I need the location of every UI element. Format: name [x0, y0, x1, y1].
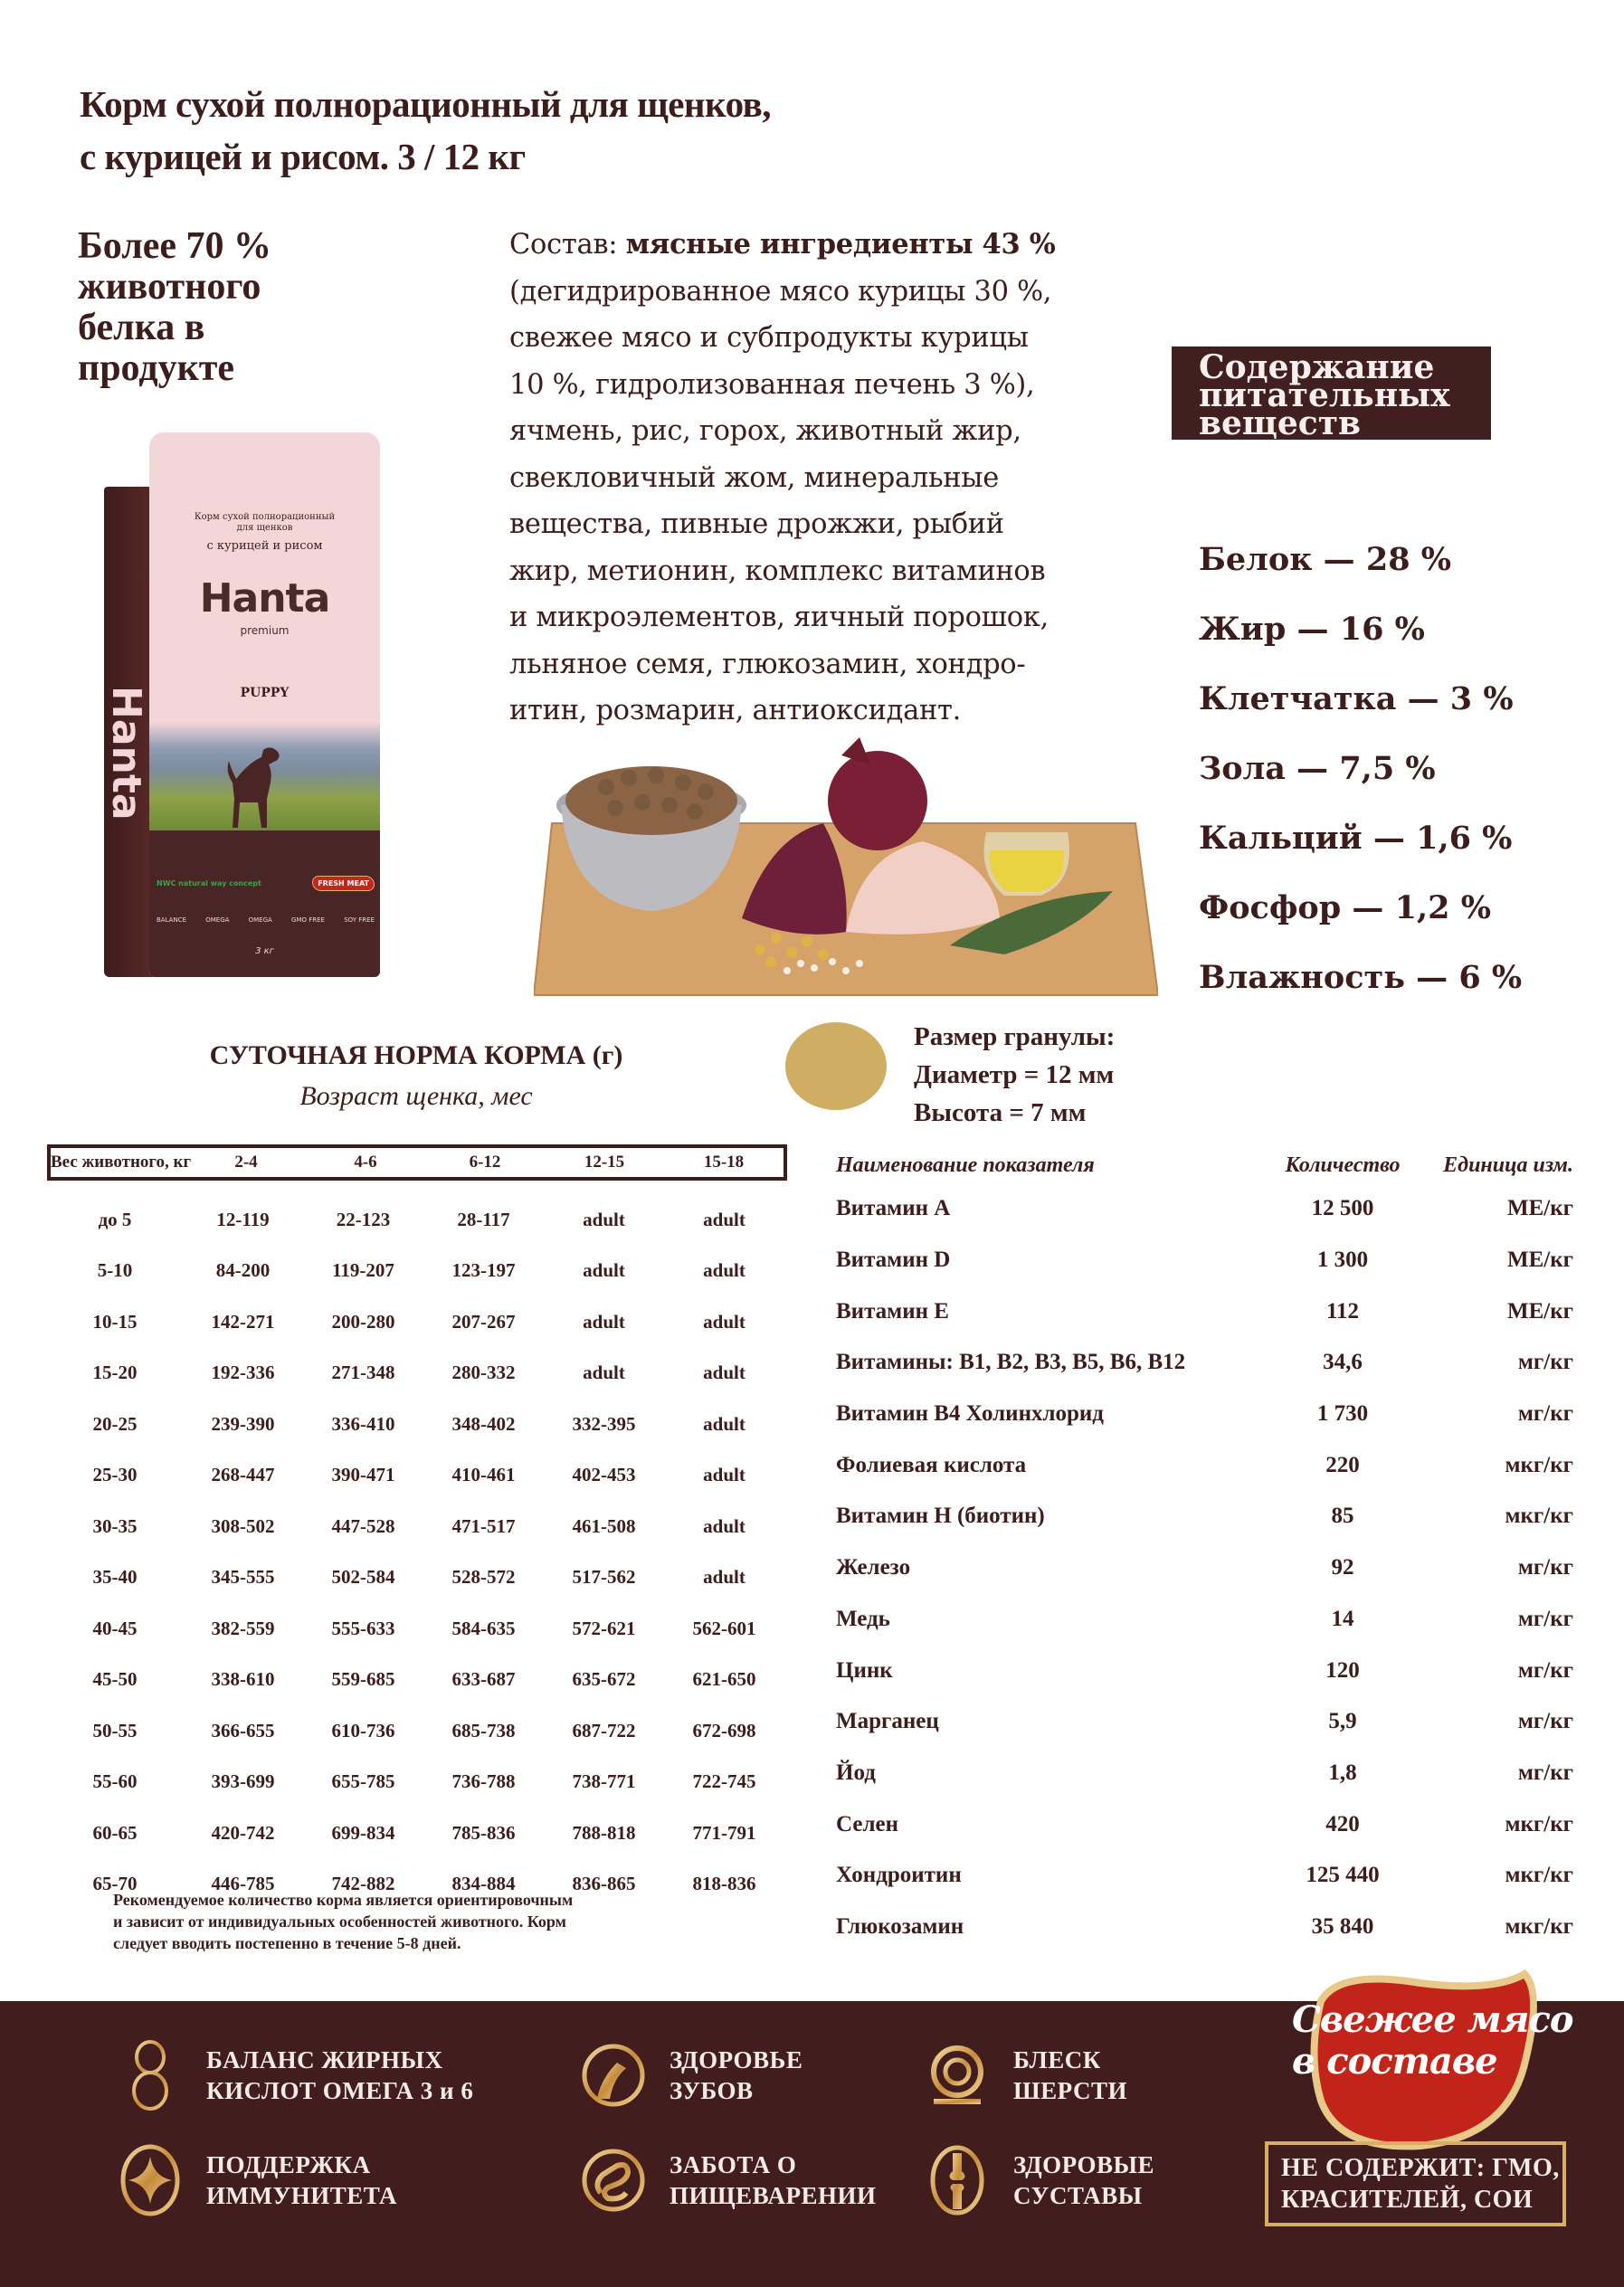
bag-side-brand: Hanta	[103, 686, 149, 821]
table-row	[836, 1594, 1573, 1646]
indicator-amount: 120	[1325, 1657, 1360, 1683]
table-row	[836, 1439, 1573, 1491]
weight-cell: 50-55	[92, 1719, 138, 1741]
claim-line: Более 70 %	[78, 225, 272, 267]
indicator-unit: мг/кг	[1517, 1657, 1573, 1683]
table-row	[47, 1348, 787, 1400]
note-line: Рекомендуемое количество корма является ориентировочным	[113, 1891, 574, 1909]
indicator-amount: 85	[1331, 1504, 1354, 1529]
indicator-name: Витамин B4 Холинхлорид	[836, 1401, 1104, 1427]
portion-cell: 28-117	[457, 1208, 510, 1230]
feature-line: СУСТАВЫ	[1013, 2182, 1143, 2209]
feature-line: ПИЩЕВАРЕНИИ	[670, 2182, 877, 2209]
claim-line: продукте	[78, 347, 235, 389]
portion-cell: 345-555	[211, 1566, 275, 1589]
indicator-amount: 1 730	[1316, 1401, 1369, 1427]
table-row	[836, 1902, 1573, 1953]
indicator-unit: мкг/кг	[1505, 1504, 1573, 1529]
granule-icon	[785, 1022, 887, 1110]
indicator-amount: 1 300	[1316, 1248, 1369, 1273]
indicator-amount: 125 440	[1306, 1863, 1380, 1888]
table-row	[47, 1246, 787, 1297]
tooth-icon	[579, 2039, 648, 2111]
portion-cell: adult	[583, 1208, 625, 1230]
weight-cell: 10-15	[92, 1310, 138, 1333]
indicator-unit: МЕ/кг	[1507, 1298, 1573, 1324]
portion-cell: 785-836	[451, 1821, 516, 1844]
portion-cell: 420-742	[211, 1821, 275, 1844]
indicator-name: Цинк	[836, 1657, 893, 1683]
composition-line: свежее мясо и субпродукты курицы	[509, 322, 1029, 354]
page-title	[80, 78, 771, 183]
indicator-amount: 92	[1331, 1555, 1354, 1580]
balance-label: BALANCE	[157, 916, 186, 924]
composition-line: ячмень, рис, горох, животный жир,	[509, 415, 1021, 447]
indicator-amount: 1,8	[1328, 1760, 1357, 1785]
note-line: и зависит от индивидуальных особенностей животного. Корм	[113, 1912, 566, 1931]
portion-cell: 736-788	[451, 1770, 516, 1793]
feature-omega	[116, 2039, 473, 2111]
feature-line: ШЕРСТИ	[1013, 2077, 1127, 2104]
indicator-unit: мг/кг	[1517, 1401, 1573, 1427]
title-line-1: Корм сухой полнорационный для щенков,	[80, 83, 771, 125]
claim-line: белка в	[78, 307, 205, 348]
claim-line: животного	[78, 266, 261, 308]
indicator-unit: мг/кг	[1517, 1709, 1573, 1734]
portion-cell: 771-791	[692, 1821, 756, 1844]
table-row	[47, 1552, 787, 1604]
portion-cell: 818-836	[692, 1873, 756, 1895]
indicator-unit: мкг/кг	[1505, 1913, 1573, 1939]
nutrients-heading	[1172, 346, 1491, 440]
weight-cell: 40-45	[92, 1617, 138, 1639]
feature-line: ЗДОРОВЬЕ	[670, 2046, 803, 2073]
omega-label: OMEGA	[248, 916, 272, 924]
portion-cell: 687-722	[572, 1719, 636, 1741]
portion-cell: 738-771	[572, 1770, 636, 1793]
fresh-meat-line: Свежее мясо	[1292, 1998, 1573, 2041]
column-header: Единица изм.	[1443, 1153, 1573, 1177]
omega-balance-icon	[116, 2039, 185, 2111]
portion-cell: 528-572	[451, 1566, 516, 1589]
column-header: 4-6	[354, 1153, 377, 1172]
indicator-amount: 14	[1331, 1606, 1354, 1631]
portion-cell: 338-610	[211, 1668, 275, 1691]
bag-variant: PUPPY	[240, 686, 290, 700]
portion-cell: adult	[583, 1310, 625, 1333]
note-line: следует вводить постепенно в течение 5-8 дней.	[113, 1934, 461, 1952]
feature-line: ПОДДЕРЖКА	[206, 2151, 371, 2178]
soy-free-label: SOY FREE	[344, 916, 375, 924]
indicator-unit: МЕ/кг	[1507, 1248, 1573, 1273]
bag-badges	[157, 876, 375, 891]
table-row	[47, 1603, 787, 1655]
weight-cell: до 5	[98, 1208, 132, 1230]
fresh-meat-badge: FRESH MEAT	[312, 876, 375, 891]
portion-cell: 332-395	[572, 1412, 636, 1435]
indicator-name: Медь	[836, 1606, 890, 1631]
composition-line: льняное семя, глюкозамин, хондро-	[509, 648, 1026, 680]
portion-cell: adult	[703, 1310, 746, 1333]
indicator-amount: 34,6	[1323, 1350, 1363, 1375]
free-from-line: КРАСИТЕЛЕЙ, СОИ	[1281, 2186, 1534, 2214]
indicator-name: Витамин A	[836, 1196, 951, 1221]
table-row	[836, 1696, 1573, 1748]
weight-cell: 30-35	[92, 1514, 138, 1537]
feature-joints	[923, 2144, 1154, 2216]
indicator-unit: мг/кг	[1517, 1760, 1573, 1785]
portion-cell: 142-271	[211, 1310, 275, 1333]
table-row	[836, 1183, 1573, 1235]
table-row	[836, 1542, 1573, 1594]
portion-cell: 502-584	[331, 1566, 395, 1589]
indicator-amount: 220	[1325, 1452, 1360, 1477]
indicator-amount: 112	[1325, 1298, 1360, 1324]
table-row	[836, 1798, 1573, 1850]
bag-front-panel	[149, 432, 380, 977]
indicator-amount: 35 840	[1311, 1913, 1374, 1939]
composition-line: свекловичный жом, минеральные	[509, 461, 1000, 494]
column-header: 2-4	[234, 1153, 258, 1172]
portion-cell: adult	[703, 1412, 746, 1435]
brand-logo: Hanta	[199, 575, 330, 622]
feature-immunity	[116, 2144, 397, 2216]
column-header: 6-12	[469, 1153, 501, 1172]
indicator-unit: мг/кг	[1517, 1555, 1573, 1580]
indicator-unit: мкг/кг	[1505, 1811, 1573, 1836]
feeding-note	[113, 1889, 746, 1954]
indicator-unit: мг/кг	[1517, 1606, 1573, 1631]
weight-cell: 5-10	[97, 1259, 133, 1282]
feature-digestion	[579, 2144, 876, 2216]
nwc-badge: NWC natural way concept	[157, 879, 261, 887]
portion-cell: 610-736	[331, 1719, 395, 1741]
feature-line: БЛЕСК	[1013, 2046, 1101, 2073]
composition-label: Состав:	[509, 229, 626, 261]
composition-line: и микроэлементов, яичный порошок,	[509, 602, 1049, 633]
nutrients-heading-line: веществ	[1199, 404, 1362, 442]
portion-cell: 410-461	[451, 1464, 516, 1486]
column-header: Количество	[1285, 1153, 1401, 1177]
joint-icon	[923, 2144, 992, 2216]
immunity-star-icon	[116, 2144, 185, 2216]
portion-cell: 834-884	[451, 1873, 516, 1895]
portion-cell: 836-865	[572, 1873, 636, 1895]
column-header: Вес животного, кг	[51, 1153, 192, 1172]
feature-line: ЗУБОВ	[670, 2077, 754, 2104]
fresh-meat-line: в составе	[1292, 2040, 1497, 2083]
nutrient-calcium: Кальций — 1,6 %	[1199, 820, 1513, 857]
indicator-name: Глюкозамин	[836, 1913, 964, 1939]
feeding-title: СУТОЧНАЯ НОРМА КОРМА (г)	[209, 1040, 623, 1070]
free-from-line: НЕ СОДЕРЖИТ: ГМО,	[1281, 2154, 1560, 2182]
weight-cell: 25-30	[92, 1464, 138, 1486]
ingredients-photo	[534, 737, 1158, 1000]
portion-cell: 621-650	[692, 1668, 756, 1691]
nutrient-phosphorus: Фосфор — 1,2 %	[1199, 889, 1491, 926]
table-row	[47, 1501, 787, 1552]
indicator-name: Хондроитин	[836, 1863, 962, 1888]
granule-line: Диаметр = 12 мм	[914, 1060, 1115, 1089]
weight-cell: 60-65	[92, 1821, 138, 1844]
weight-cell: 55-60	[92, 1770, 138, 1793]
table-row	[47, 1705, 787, 1757]
table-row	[836, 1286, 1573, 1337]
feature-line: БАЛАНС ЖИРНЫХ	[206, 2046, 443, 2073]
fresh-meat-text	[1292, 1999, 1573, 2083]
portion-cell: 393-699	[211, 1770, 275, 1793]
weight-cell: 15-20	[92, 1362, 138, 1384]
portion-cell: adult	[583, 1259, 625, 1282]
nutrient-protein: Белок — 28 %	[1199, 541, 1451, 578]
portion-cell: adult	[703, 1464, 746, 1486]
portion-cell: 22-123	[336, 1208, 391, 1230]
portion-cell: 348-402	[451, 1412, 516, 1435]
dog-silhouette-icon	[222, 745, 285, 830]
column-header: 15-18	[703, 1153, 745, 1172]
nutrients-list	[1199, 525, 1522, 1012]
portion-cell: 584-635	[451, 1617, 516, 1639]
weight-cell: 45-50	[92, 1668, 138, 1691]
portion-cell: 742-882	[331, 1873, 395, 1895]
composition-text	[509, 222, 1134, 735]
bag-feature-icons	[157, 916, 375, 924]
indicator-unit: мг/кг	[1517, 1350, 1573, 1375]
portion-cell: 446-785	[211, 1873, 275, 1895]
nutrients-heading-line: Содержание	[1199, 348, 1435, 386]
bag-flavor: с курицей и рисом	[206, 539, 323, 553]
portion-cell: 336-410	[331, 1412, 395, 1435]
composition-line: жир, метионин, комплекс витаминов	[509, 555, 1046, 587]
portion-cell: 517-562	[572, 1566, 636, 1589]
portion-cell: 447-528	[331, 1514, 395, 1537]
bag-subtitle-line: для щенков	[236, 523, 293, 533]
portion-cell: adult	[703, 1362, 746, 1384]
portion-cell: 382-559	[211, 1617, 275, 1639]
indicator-name: Витамины: B1, B2, B3, B5, B6, B12	[836, 1350, 1186, 1375]
nutrient-fat: Жир — 16 %	[1199, 611, 1425, 648]
portion-cell: 722-745	[692, 1770, 756, 1793]
table-row	[836, 1491, 1573, 1542]
bag-subtitle	[149, 512, 380, 534]
portion-cell: 559-685	[331, 1668, 395, 1691]
nutrient-moisture: Влажность — 6 %	[1199, 959, 1523, 996]
weight-cell: 65-70	[92, 1873, 138, 1895]
portion-cell: 461-508	[572, 1514, 636, 1537]
portion-cell: 390-471	[331, 1464, 395, 1486]
portion-cell: 207-267	[451, 1310, 516, 1333]
portion-cell: 672-698	[692, 1719, 756, 1741]
nutrients-heading-line: питательных	[1199, 376, 1450, 414]
feature-line: ЗДОРОВЫЕ	[1013, 2151, 1155, 2178]
portion-cell: adult	[703, 1566, 746, 1589]
portion-cell: 555-633	[331, 1617, 395, 1639]
indicator-name: Фолиевая кислота	[836, 1452, 1027, 1477]
portion-cell: adult	[583, 1362, 625, 1384]
indicator-name: Витамин E	[836, 1298, 949, 1324]
composition-line: (дегидрированное мясо курицы 30 %,	[509, 275, 1052, 308]
portion-cell: 280-332	[451, 1362, 516, 1384]
table-row	[47, 1296, 787, 1348]
portion-cell: 123-197	[451, 1259, 516, 1282]
feature-coat	[923, 2039, 1127, 2111]
title-line-2: с курицей и рисом. 3 / 12 кг	[80, 136, 526, 177]
vitamins-table	[836, 1147, 1573, 1952]
table-row	[836, 1645, 1573, 1696]
indicator-unit: мкг/кг	[1505, 1452, 1573, 1477]
portion-cell: 471-517	[451, 1514, 516, 1537]
portion-cell: 699-834	[331, 1821, 395, 1844]
table-row	[47, 1808, 787, 1859]
portion-cell: 308-502	[211, 1514, 275, 1537]
column-header: 12-15	[584, 1153, 625, 1172]
table-row	[47, 1450, 787, 1502]
omega-label: OMEGA	[205, 916, 230, 924]
table-row	[836, 1850, 1573, 1902]
portion-cell: 84-200	[215, 1259, 271, 1282]
composition-line: 10 %, гидролизованная печень 3 %),	[509, 368, 1035, 401]
column-header: Наименование показателя	[836, 1153, 1095, 1177]
gmo-free-label: GMO FREE	[291, 916, 325, 924]
table-row	[836, 1748, 1573, 1799]
digestion-icon	[579, 2144, 648, 2216]
portion-cell: 572-621	[572, 1617, 636, 1639]
portion-cell: 562-601	[692, 1617, 756, 1639]
feature-line: ЗАБОТА О	[670, 2151, 797, 2178]
indicator-name: Йод	[836, 1760, 876, 1785]
indicator-unit: МЕ/кг	[1507, 1196, 1573, 1221]
portion-cell: 366-655	[211, 1719, 275, 1741]
bag-subtitle-line: Корм сухой полнорационный	[194, 512, 336, 522]
table-row	[836, 1337, 1573, 1389]
indicator-unit: мкг/кг	[1505, 1863, 1573, 1888]
portion-cell: 402-453	[572, 1464, 636, 1486]
table-row	[836, 1389, 1573, 1440]
portion-cell: 655-785	[331, 1770, 395, 1793]
indicator-name: Витамин D	[836, 1248, 951, 1273]
composition-line: вещества, пивные дрожжи, рыбий	[509, 508, 1004, 540]
vitamins-table-body	[836, 1183, 1573, 1952]
portion-cell: 271-348	[331, 1362, 395, 1384]
granule-line: Высота = 7 мм	[914, 1098, 1087, 1127]
portion-cell: 200-280	[331, 1310, 395, 1333]
weight-cell: 35-40	[92, 1566, 138, 1589]
table-row	[47, 1399, 787, 1450]
feeding-table-body	[47, 1194, 787, 1910]
feeding-table-header	[47, 1144, 787, 1181]
feature-line: КИСЛОТ ОМЕГА 3 и 6	[206, 2077, 474, 2104]
indicator-name: Железо	[836, 1555, 911, 1580]
portion-cell: 635-672	[572, 1668, 636, 1691]
portion-cell: 633-687	[451, 1668, 516, 1691]
portion-cell: 12-119	[216, 1208, 270, 1230]
portion-cell: adult	[703, 1208, 746, 1230]
composition-line: итин, розмарин, антиоксидант.	[509, 695, 961, 726]
indicator-name: Витамин H (биотин)	[836, 1504, 1045, 1529]
free-from-box	[1265, 2141, 1566, 2226]
coat-shine-icon	[923, 2039, 992, 2111]
indicator-name: Селен	[836, 1811, 898, 1836]
protein-claim	[78, 226, 271, 389]
indicator-amount: 12 500	[1311, 1196, 1374, 1221]
weight-cell: 20-25	[92, 1412, 138, 1435]
feature-line: ИММУНИТЕТА	[206, 2182, 397, 2209]
table-row	[47, 1194, 787, 1246]
table-row	[47, 1757, 787, 1808]
product-bag-image	[104, 432, 380, 977]
portion-cell: 119-207	[332, 1259, 394, 1282]
indicator-amount: 420	[1325, 1811, 1360, 1836]
granule-line: Размер гранулы:	[914, 1022, 1116, 1051]
portion-cell: adult	[703, 1514, 746, 1537]
portion-cell: 268-447	[211, 1464, 275, 1486]
portion-cell: 685-738	[451, 1719, 516, 1741]
vitamins-table-header	[836, 1147, 1573, 1183]
table-row	[47, 1655, 787, 1706]
nutrient-fiber: Клетчатка — 3 %	[1199, 680, 1514, 717]
bag-weight: 3 кг	[255, 946, 274, 956]
table-row	[836, 1235, 1573, 1286]
indicator-amount: 5,9	[1328, 1709, 1357, 1734]
indicator-name: Марганец	[836, 1709, 939, 1734]
brand-tier: premium	[240, 624, 290, 637]
feature-teeth	[579, 2039, 803, 2111]
portion-cell: 239-390	[211, 1412, 275, 1435]
portion-cell: 788-818	[572, 1821, 636, 1844]
feeding-subtitle: Возраст щенка, мес	[299, 1081, 533, 1111]
nutrient-ash: Зола — 7,5 %	[1199, 750, 1436, 787]
granule-size	[914, 1018, 1115, 1132]
portion-cell: adult	[703, 1259, 746, 1282]
composition-highlight: мясные ингредиенты 43 %	[625, 228, 1056, 261]
portion-cell: 192-336	[211, 1362, 275, 1384]
